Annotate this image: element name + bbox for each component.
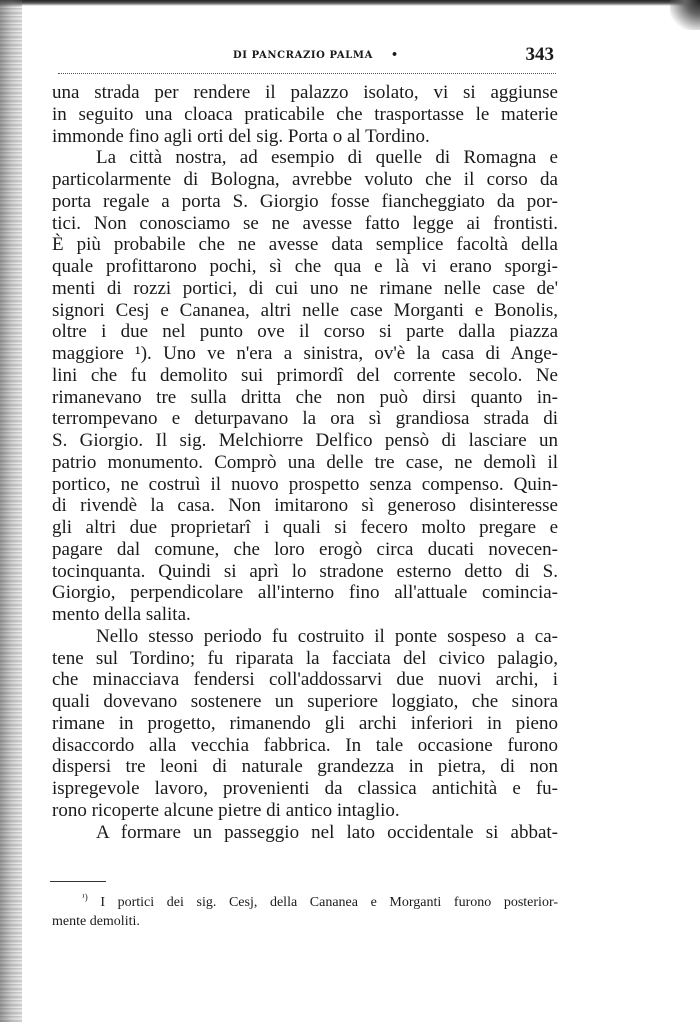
text-line: Giorgio, perpendicolare all'interno fino all'attuale comincia-	[52, 582, 558, 604]
text-line: menti di rozzi portici, di cui uno ne rimane nelle case de'	[52, 277, 558, 299]
footnote	[52, 893, 558, 931]
text-line: di rivendè la casa. Non imitarono sì generoso disinteresse	[52, 495, 558, 517]
text-line: portico, ne costruì il nuovo prospetto senza compenso. Quin-	[52, 473, 558, 495]
text-line: È più probabile che ne avesse data semplice facoltà della	[52, 234, 558, 256]
text-line: tene sul Tordino; fu riparata la facciata del civico palagio,	[52, 647, 558, 669]
page-header	[58, 44, 556, 68]
footnote-marker: ¹)	[82, 892, 88, 902]
text-line: terrompevano e deturpavano la ora sì grandiosa strada di	[52, 408, 558, 430]
text-line: oltre i due nel punto ove il corso si parte dalla piazza	[52, 321, 558, 343]
page-number: 343	[525, 44, 554, 65]
running-title: DI PANCRAZIO PALMA	[233, 50, 373, 61]
header-mark: •	[391, 48, 399, 61]
scan-corner-shadow	[670, 0, 700, 30]
scan-top-edge	[0, 0, 700, 6]
text-line: S. Giorgio. Il sig. Melchiorre Delfico pensò di lasciare un	[52, 430, 558, 451]
text-line: lini che fu demolito sui primordî del corrente secolo. Ne	[52, 364, 558, 386]
text-line: tici. Non conosciamo se ne avesse fatto legge ai frontisti.	[52, 212, 558, 234]
paragraph-start-line: Nello stesso periodo fu costruito il ponte sospeso a ca-	[96, 625, 558, 647]
text-line: particolarmente di Bologna, avrebbe voluto che il corso da	[52, 169, 558, 190]
text-line: pagare dal comune, che loro erogò circa ducati novecen-	[52, 538, 558, 560]
footnote-line: mente demoliti.	[52, 914, 140, 929]
text-line: quale profittarono pochi, sì che qua e là vi erano sporgi-	[52, 256, 558, 277]
footnote-separator	[50, 881, 106, 882]
text-line: gli altri due proprietarî i quali si fecero molto pregare e	[52, 517, 558, 538]
text-line: porta regale a porta S. Giorgio fosse fiancheggiato da por-	[52, 190, 558, 212]
text-line: disaccordo alla vecchia fabbrica. In tale occasione furono	[52, 734, 558, 756]
scan-binding-edge	[0, 0, 22, 1022]
text-line: mento della salita.	[52, 604, 191, 625]
text-line: una strada per rendere il palazzo isolato, vi si aggiunse	[52, 82, 558, 103]
text-line: immonde fino agli orti del sig. Porta o al Tordino.	[52, 125, 430, 147]
text-line: signori Cesj e Cananea, altri nelle case Morganti e Bonolis,	[52, 299, 558, 321]
text-line: dispersi tre leoni di naturale grandezza in pietra, di non	[52, 756, 558, 778]
text-line: che minacciava fendersi coll'addossarvi due nuovi archi, i	[52, 669, 558, 691]
paragraph-start-line: A formare un passeggio nel lato occidentale si abbat-	[96, 821, 558, 843]
header-dotted-rule	[58, 73, 556, 74]
text-line: in seguito una cloaca praticabile che trasportasse le materie	[52, 103, 558, 125]
text-line: rono ricoperte alcune pietre di antico intaglio.	[52, 799, 400, 821]
body-text	[52, 82, 558, 843]
footnote-text: I portici dei sig. Cesj, della Cananea e Morganti furono posterior-	[100, 895, 558, 910]
text-line: quali dovevano sostenere un superiore loggiato, che sinora	[52, 691, 558, 712]
text-line: tocinquanta. Quindi si aprì lo stradone esterno detto di S.	[52, 560, 558, 582]
text-line: rimane in progetto, rimanendo gli archi inferiori in pieno	[52, 712, 558, 734]
text-line: maggiore ¹). Uno ve n'era a sinistra, ov'è la casa di Ange-	[52, 343, 558, 364]
paragraph-start-line: La città nostra, ad esempio di quelle di Romagna e	[96, 147, 558, 169]
text-line: ispregevole lavoro, provenienti da classica antichità e fu-	[52, 778, 558, 799]
text-line: patrio monumento. Comprò una delle tre case, ne demolì il	[52, 451, 558, 473]
text-line: rimanevano tre sulla dritta che non può dirsi quanto in-	[52, 386, 558, 408]
footnote-line	[52, 893, 558, 912]
